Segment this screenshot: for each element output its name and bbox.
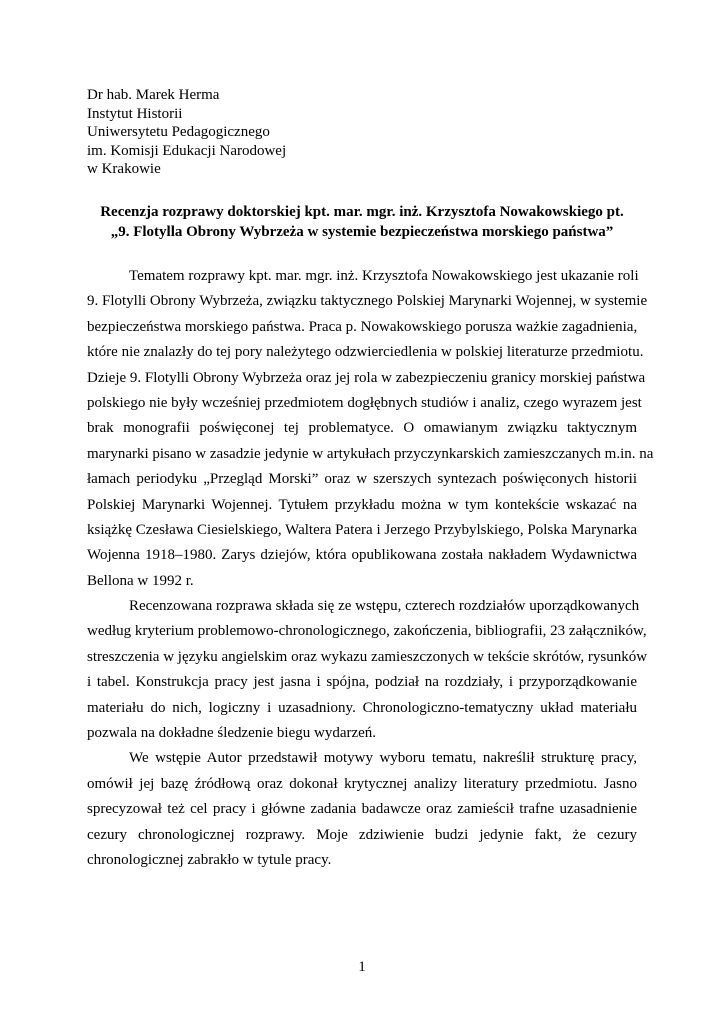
author-university-name: im. Komisji Edukacji Narodowej (87, 142, 287, 159)
page-number: 1 (358, 959, 366, 975)
paragraph-line: i tabel. Konstrukcja pracy jest jasna i spójna, podział na rozdziały, i przyporządkowanie (87, 674, 637, 691)
author-block (87, 86, 286, 179)
paragraph-line: polskiego nie były wcześniej przedmiotem dogłębnych studiów i analiz, czego wyrazem jest (87, 394, 642, 411)
author-city: w Krakowie (87, 161, 161, 177)
paragraph-line: chronologicznej zabrakło w tytule pracy. (87, 851, 332, 868)
paragraph-line: książkę Czesława Ciesielskiego, Waltera Patera i Jerzego Przybylskiego, Polska Marynarka (87, 521, 637, 538)
paragraph-1 (87, 264, 654, 594)
author-institute: Instytut Historii (87, 105, 183, 122)
paragraph-line: materiału do nich, logiczny i uzasadniony. Chronologiczno-tematyczny układ materiału (87, 699, 637, 716)
paragraph-line: bezpieczeństwa morskiego państwa. Praca p. Nowakowskiego porusza ważkie zagadnienia, (87, 318, 638, 335)
paragraph-line: We wstępie Autor przedstawił motywy wyboru tematu, nakreślił strukturę pracy, (129, 750, 637, 767)
paragraph-line: które nie znalazły do tej pory należytego odzwierciedlenia w polskiej literaturze przedmiotu. (87, 344, 644, 361)
paragraph-line: Recenzowana rozprawa składa się ze wstępu, czterech rozdziałów uporządkowanych (129, 598, 640, 615)
author-name: Dr hab. Marek Herma (87, 87, 220, 103)
review-body (87, 264, 654, 873)
paragraph-line: streszczenia w języku angielskim oraz wykazu zamieszczonych w tekście skrótów, rysunków (87, 648, 648, 665)
paragraph-line: Polskiej Marynarki Wojennej. Tytułem przykładu można w tym kontekście wskazać na (87, 496, 637, 513)
paragraph-line: brak monografii poświęconej tej problematyce. O omawianym związku taktycznym (87, 420, 637, 437)
paragraph-2 (87, 594, 648, 746)
paragraph-line: Wojenna 1918–1980. Zarys dziejów, która opublikowana została nakładem Wydawnictwa (87, 547, 637, 564)
review-title-line-1: Recenzja rozprawy doktorskiej kpt. mar. mgr. inż. Krzysztofa Nowakowskiego pt. (100, 204, 624, 220)
paragraph-line: według kryterium problemowo-chronologicznego, zakończenia, bibliografii, 23 załączników, (87, 623, 647, 640)
paragraph-line: Dzieje 9. Flotylli Obrony Wybrzeża oraz jej rola w zabezpieczeniu granicy morskiej państwa (87, 369, 646, 386)
paragraph-line: 9. Flotylli Obrony Wybrzeża, związku taktycznego Polskiej Marynarki Wojennej, w systemie (87, 293, 648, 310)
paragraph-line: łamach periodyku „Przegląd Morski” oraz w szerszych syntezach poświęconych historii (87, 471, 637, 488)
paragraph-line: omówił jej bazę źródłową oraz dokonał krytycznej analizy literatury przedmiotu. Jasno (87, 775, 637, 792)
paragraph-line: pozwala na dokładne śledzenie biegu wydarzeń. (87, 725, 377, 742)
paragraph-line: marynarki pisano w zasadzie jedynie w artykułach przyczynkarskich zamieszczanych m.in. na (87, 445, 654, 462)
paragraph-line: Bellona w 1992 r. (87, 572, 194, 589)
author-university: Uniwersytetu Pedagogicznego (87, 124, 270, 140)
paragraph-line: cezury chronologicznej rozprawy. Moje zdziwienie budzi jedynie fakt, że cezury (87, 826, 637, 843)
paragraph-line: sprecyzował też cel pracy i główne zadania badawcze oraz zamieścił trafne uzasadnienie (87, 801, 637, 818)
review-title (87, 202, 637, 242)
paragraph-3 (87, 746, 637, 873)
review-title-line-2: „9. Flotylla Obrony Wybrzeża w systemie bezpieczeństwa morskiego państwa” (110, 224, 614, 240)
paragraph-line: Tematem rozprawy kpt. mar. mgr. inż. Krzysztofa Nowakowskiego jest ukazanie roli (129, 268, 639, 284)
